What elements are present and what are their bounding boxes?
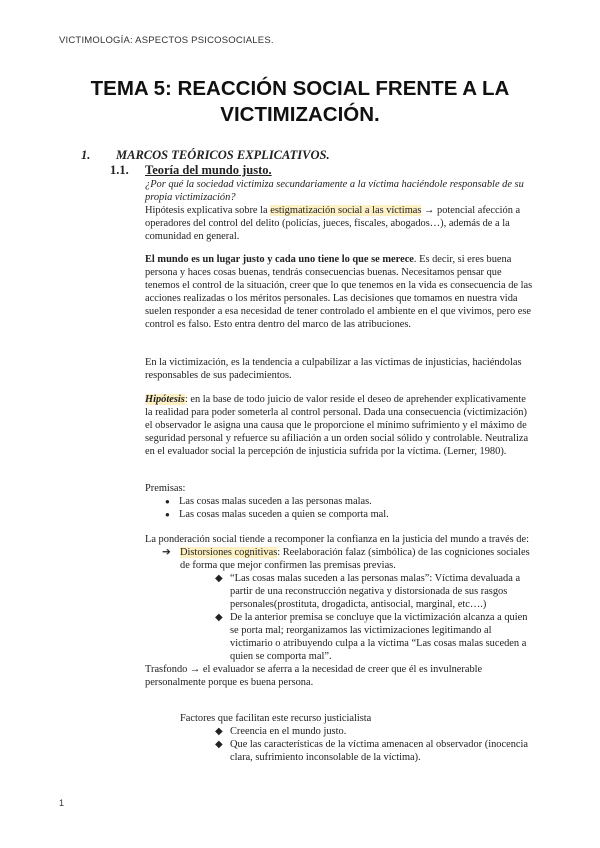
list-item	[145, 738, 533, 764]
premisas-block	[145, 482, 533, 521]
diamond-bullet-icon: ◆	[215, 726, 223, 737]
hypothesis-text-a: Hipótesis explicativa sobre la	[145, 205, 271, 216]
hipotesis-paragraph	[145, 393, 533, 458]
running-header: VICTIMOLOGÍA: ASPECTOS PSICOSOCIALES.	[59, 35, 274, 46]
diamond-bullet-icon: ◆	[215, 739, 223, 750]
arrow-icon: ➔	[162, 547, 171, 558]
page-title-line-2: VICTIMIZACIÓN.	[220, 103, 380, 126]
list-item: ● Las cosas malas suceden a quien se comporta mal.	[145, 508, 533, 521]
subsection-title: Teoría del mundo justo.	[145, 163, 272, 177]
page-title	[60, 76, 540, 128]
just-world-bold: El mundo es un lugar justo y cada uno tiene lo que se merece	[145, 254, 414, 265]
list-item	[145, 725, 533, 738]
distorsion-item-text: De la anterior premisa se concluye que la victimización alcanza a quien se porta mal; reorganizamos las victimizaciones legitimando al victimario o atribuyendo culpa a la víctima “Las cosas malas suceden a quien se comporta mal”.	[230, 612, 528, 662]
victimization-paragraph: En la victimización, es la tendencia a culpabilizar a las víctimas de injusticias, haciéndolas responsables de sus padecimientos.	[145, 357, 522, 381]
page-number: 1	[59, 798, 65, 808]
hipotesis-text: : en la base de todo juicio de valor reside el deseo de aprehender explicativamente la realidad para poder someterla al control personal. Dada una consecuencia (victimización) el observador le asigna una causa que le proporcione el mínimo sufrimiento y el máximo de seguridad personal y refuerce su afiliación a un orden social sólido y controlable. Neutraliza en el evaluador social la percepción de injusticia sufrida por la víctima. (Lerner, 1980).	[145, 394, 529, 457]
list-item	[145, 572, 533, 611]
diamond-bullet-icon: ◆	[215, 573, 223, 584]
section-number: 1.	[81, 148, 91, 162]
list-item: ● Las cosas malas suceden a las personas malas.	[145, 495, 533, 508]
factores-block	[145, 712, 533, 764]
list-item	[145, 611, 533, 663]
diamond-bullet-icon: ◆	[215, 612, 223, 623]
question-paragraph: ¿Por qué la sociedad victimiza secundariamente a la víctima haciéndole responsable de su propia victimización?	[145, 179, 524, 203]
distorsiones-text: : Reelaboración falaz (simbólica) de las cogniciones sociales de forma que mejor confirmen las premisas previas.	[180, 547, 530, 571]
just-world-paragraph	[145, 253, 533, 331]
ponderacion-paragraph: La ponderación social tiende a recomponer la confianza en la justicia del mundo a través de:	[145, 534, 530, 545]
hypothesis-paragraph	[145, 204, 533, 243]
subsection-heading	[110, 163, 272, 178]
distorsion-item-text: “Las cosas malas suceden a las personas malas”: Víctima devaluada a partir de una reconstrucción negativa y distorsionada de sus rasgos personales(prostituta, drogadicta, antisocial, marginal, etc….)	[230, 573, 521, 610]
factor-item-text: Creencia en el mundo justo.	[230, 726, 347, 737]
factores-label: Factores que facilitan este recurso justicialista	[180, 713, 372, 724]
subsection-number: 1.1.	[110, 163, 129, 177]
distorsiones-item	[145, 546, 533, 572]
highlight-estigmatizacion: estigmatización social a las víctimas	[270, 205, 422, 216]
distorsiones-label: Distorsiones cognitivas	[180, 547, 278, 558]
just-world-text: . Es decir, si eres buena persona y haces cosas buenas, tendrás consecuencias buenas. Necesitamos pensar que tenemos el control de la situación, creer que lo que tenemos en la vida es consecuencia de las acciones realizadas o los méritos personales. Las decisiones que tomamos en nuestra vida suelen responder a esa necesidad de tener controlado el ambiente en el que vivimos, pero ese control es falso. Esto entra dentro del marco de las atribuciones.	[145, 254, 533, 330]
hypothesis-text-b: → potencial afección a operadores del control del delito (policías, jueces, fiscales, abogados…), además de a la comunidad en general.	[145, 205, 521, 242]
premisas-label: Premisas:	[145, 483, 186, 494]
trasfondo-paragraph: Trasfondo → el evaluador se aferra a la necesidad de creer que él es invulnerable personalmente porque es buena persona.	[145, 664, 483, 688]
premisas-list	[145, 495, 533, 521]
section-heading	[81, 148, 330, 163]
page-title-line-1: TEMA 5: REACCIÓN SOCIAL FRENTE A LA	[90, 77, 510, 100]
ponderacion-block	[145, 533, 533, 689]
section-title: MARCOS TEÓRICOS EXPLICATIVOS.	[116, 148, 330, 162]
factor-item-text: Que las características de la víctima amenacen al observador (inocencia clara, sufrimiento inconsolable de la víctima).	[230, 739, 529, 763]
hipotesis-label: Hipótesis	[145, 394, 185, 405]
